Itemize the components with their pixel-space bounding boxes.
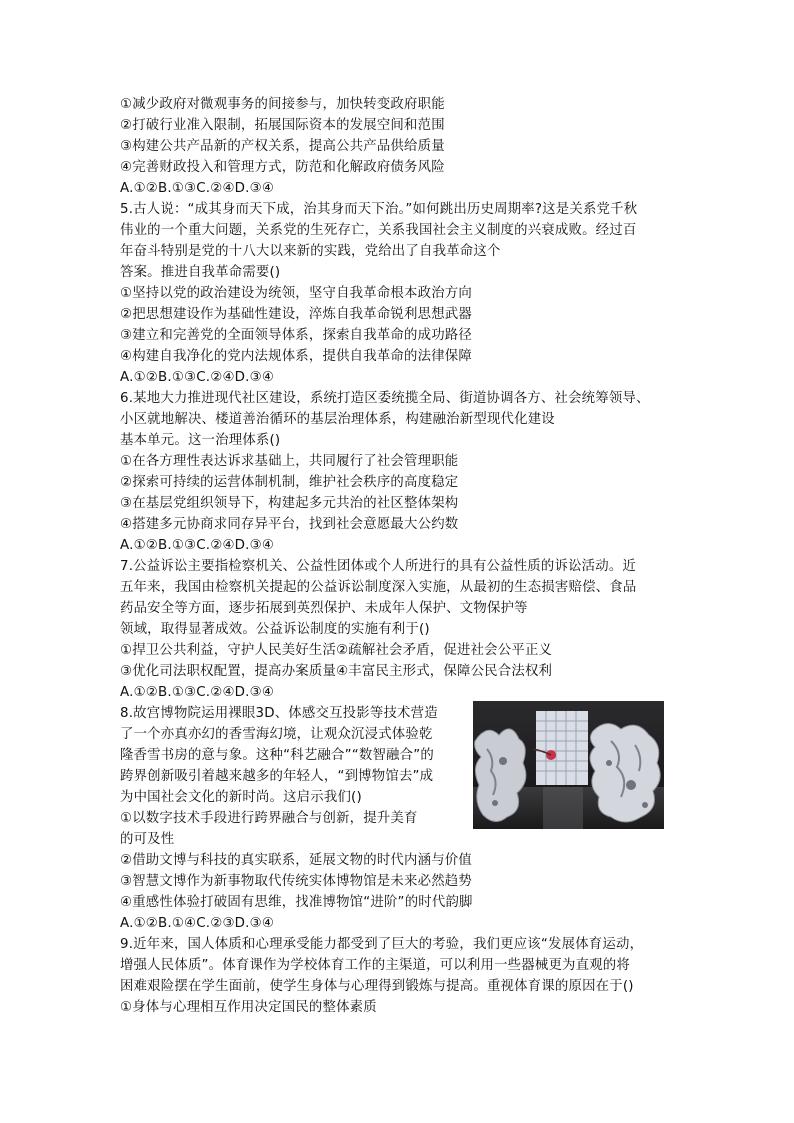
question-8-stem: 8.故宫博物院运用裸眼3D、体感交互投影等技术营造 <box>120 706 438 721</box>
text-line: 的可及性 <box>120 832 175 847</box>
text-line: 了一个亦真亦幻的香雪海幻境，让观众沉浸式体验乾 <box>120 727 433 742</box>
museum-photo-illustration <box>473 701 664 829</box>
answer-options: A.①②B.①③C.②④D.③④ <box>120 538 275 553</box>
text-line: ②打破行业准入限制，拓展国际资本的发展空间和范围 <box>120 118 445 133</box>
option-line: ③建立和完善党的全面领导体系，探索自我革命的成功路径 <box>120 328 472 343</box>
option-line: ②把思想建设作为基础性建设，淬炼自我革命锐利思想武器 <box>120 307 472 322</box>
text-line: ①减少政府对微观事务的间接参与，加快转变政府职能 <box>120 97 445 112</box>
answer-options: A.①②B.①③C.②④D.③④ <box>120 685 275 700</box>
text-line: 答案。推进自我革命需要() <box>120 265 281 280</box>
option-line: ①在各方理性表达诉求基础上，共同履行了社会管理职能 <box>120 454 459 469</box>
text-line: 五年来，我国由检察机关提起的公益诉讼制度深入实施，从最初的生态损害赔偿、食品 <box>120 580 637 595</box>
text-line: 为中国社会文化的新时尚。这启示我们() <box>120 790 362 805</box>
option-line: ①以数字技术手段进行跨界融合与创新，提升美育 <box>120 811 418 826</box>
option-line: ①身体与心理相互作用决定国民的整体素质 <box>120 1000 377 1015</box>
option-line: ①坚持以党的政治建设为统领，坚守自我革命根本政治方向 <box>120 286 472 301</box>
option-line: ④搭建多元协商求同存异平台，找到社会意愿最大公约数 <box>120 517 459 532</box>
option-line: ③在基层党组织领导下，构建起多元共治的社区整体架构 <box>120 496 459 511</box>
option-line: ②探索可持续的运营体制机制，维护社会秩序的高度稳定 <box>120 475 459 490</box>
question-9-stem: 9.近年来，国人体质和心理承受能力都受到了巨大的考验，我们更应该“发展体育运动， <box>120 937 644 952</box>
option-line: ④重感性体验打破固有思维，找准博物馆“进阶”的时代韵脚 <box>120 895 473 910</box>
text-line: 困难艰险摆在学生面前，使学生身体与心理得到锻炼与提高。重视体育课的原因在于() <box>120 979 634 994</box>
option-line: ③优化司法职权配置，提高办案质量④丰富民主形式，保障公民合法权利 <box>120 664 553 679</box>
answer-options: A.①②B.①④C.②③D.③④ <box>120 916 275 931</box>
text-line: 小区就地解决、楼道善治循环的基层治理体系，构建融治新型现代化建设 <box>120 412 555 427</box>
option-line: ①捍卫公共利益，守护人民美好生活②疏解社会矛盾，促进社会公平正义 <box>120 643 553 658</box>
question-7-stem: 7.公益诉讼主要指检察机关、公益性团体或个人所进行的具有公益性质的诉讼活动。近 <box>120 559 637 574</box>
text-line: 基本单元。这一治理体系() <box>120 433 281 448</box>
option-line: ②借助文博与科技的真实联系，延展文物的时代内涵与价值 <box>120 853 472 868</box>
text-line: 隆香雪书房的意与象。这种“科艺融合”“数智融合”的 <box>120 748 434 763</box>
option-line: ④构建自我净化的党内法规体系，提供自我革命的法律保障 <box>120 349 472 364</box>
question-5-stem: 5.古人说：“成其身而天下成，治其身而天下治。”如何跳出历史周期率?这是关系党千秋 <box>120 202 638 217</box>
answer-options: A.①②B.①③C.②④D.③④ <box>120 181 275 196</box>
text-line: 增强人民体质”。体育课作为学校体育工作的主渠道，可以利用一些器械更为直观的将 <box>120 958 630 973</box>
museum-exhibit-photo <box>473 701 664 829</box>
text-line: 伟业的一个重大问题，关系党的生死存亡，关系我国社会主义制度的兴衰成败。经过百 <box>120 223 637 238</box>
option-line: ③智慧文博作为新事物取代传统实体博物馆是未来必然趋势 <box>120 874 472 889</box>
text-line: ③构建公共产品新的产权关系，提高公共产品供给质量 <box>120 139 445 154</box>
question-6-stem: 6.某地大力推进现代社区建设，系统打造区委统揽全局、街道协调各方、社会统筹领导、 <box>120 391 650 406</box>
text-line: ④完善财政投入和管理方式，防范和化解政府债务风险 <box>120 160 445 175</box>
text-line: 跨界创新吸引着越来越多的年轻人，“到博物馆去”成 <box>120 769 434 784</box>
text-line: 领域，取得显著成效。公益诉讼制度的实施有利于() <box>120 622 430 637</box>
answer-options: A.①②B.①③C.②④D.③④ <box>120 370 275 385</box>
text-line: 年奋斗特别是党的十八大以来新的实践，党给出了自我革命这个 <box>120 244 501 259</box>
text-line: 药品安全等方面，逐步拓展到英烈保护、未成年人保护、文物保护等 <box>120 601 528 616</box>
